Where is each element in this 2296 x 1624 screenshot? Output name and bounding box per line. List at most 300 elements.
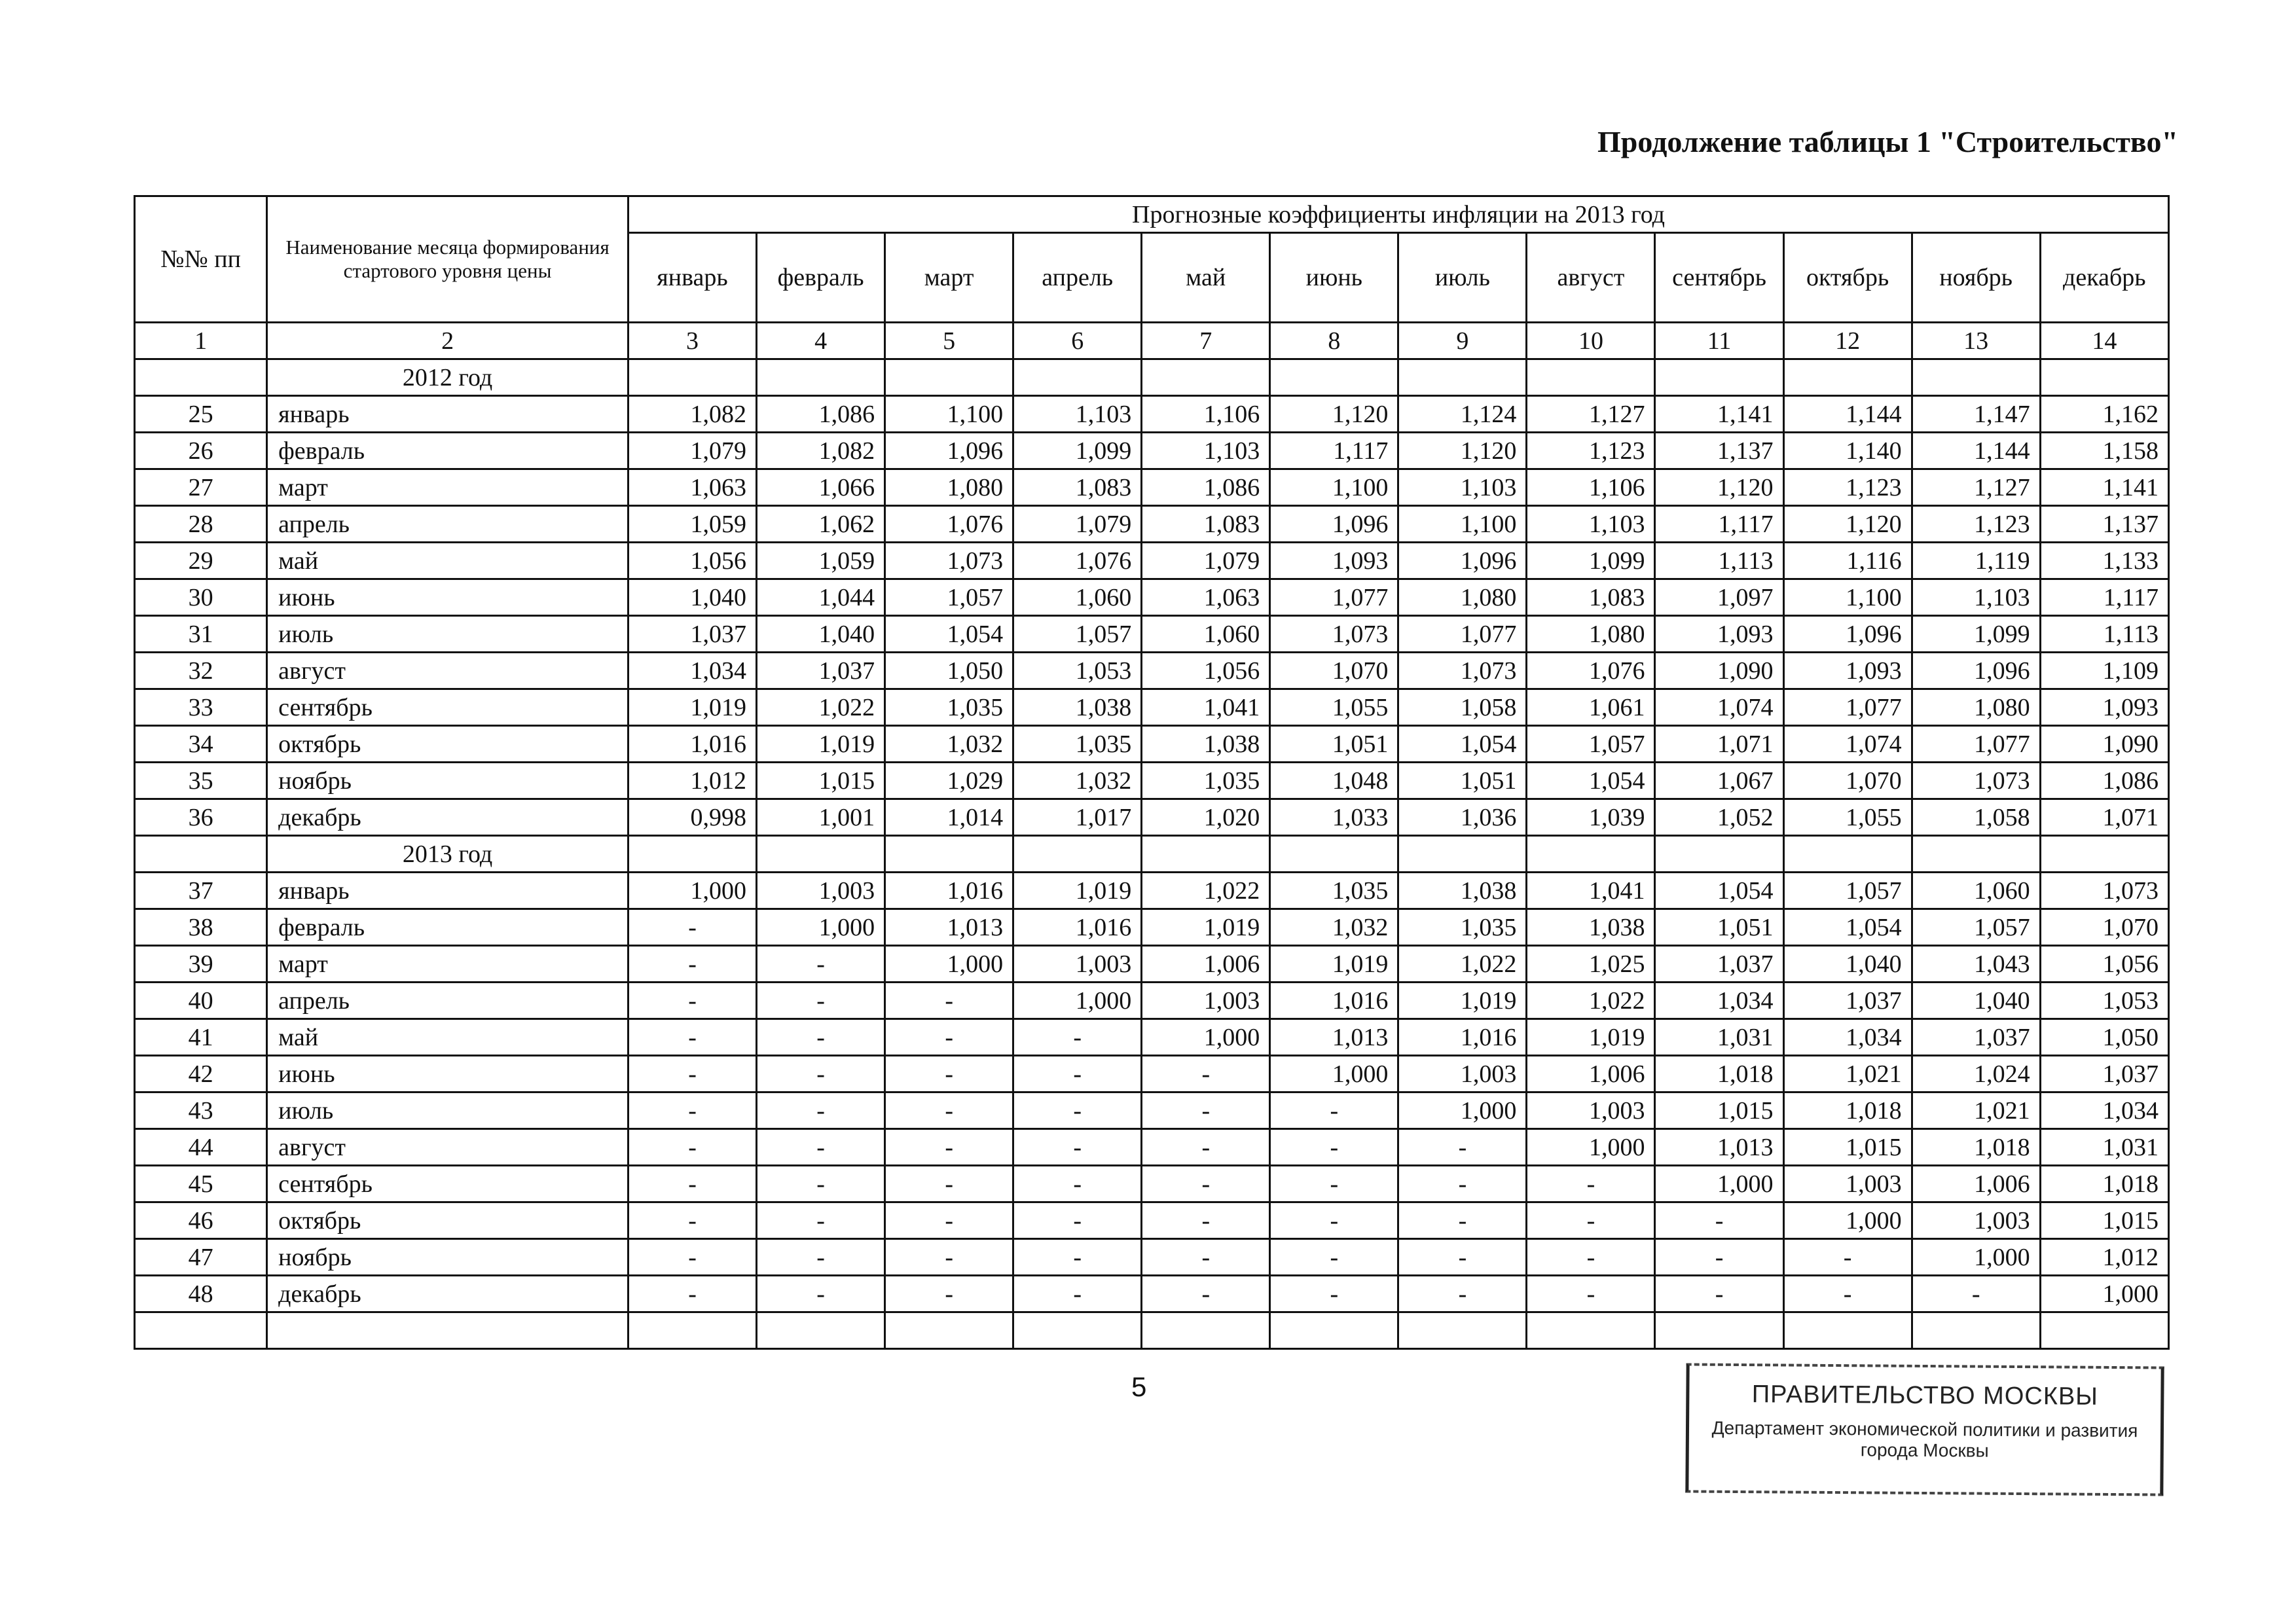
coefficient-cell: 1,141 — [1655, 396, 1783, 433]
coefficient-cell: 1,113 — [1655, 543, 1783, 579]
coefficient-cell: 1,039 — [1527, 799, 1655, 836]
coefficient-cell: 1,074 — [1655, 689, 1783, 726]
coefficient-cell: 1,003 — [1783, 1166, 1912, 1202]
coefficient-cell: - — [1655, 1276, 1783, 1312]
coefficient-cell: 1,079 — [1013, 506, 1142, 543]
coefficient-cell: - — [757, 1056, 885, 1092]
month-header-4: апрель — [1013, 233, 1142, 323]
empty-row — [135, 1312, 2169, 1349]
row-number: 34 — [135, 726, 267, 763]
coefficient-cell: 1,158 — [2040, 433, 2168, 469]
coefficient-cell: 1,109 — [2040, 653, 2168, 689]
month-header-1: январь — [628, 233, 756, 323]
year-row-empty-cell — [1270, 359, 1398, 396]
coefficient-cell: - — [757, 1276, 885, 1312]
coefficient-cell: - — [885, 1129, 1013, 1166]
coefficient-cell: - — [628, 946, 756, 983]
coefficient-cell: 1,093 — [2040, 689, 2168, 726]
row-month-name: май — [267, 543, 629, 579]
coefficient-cell: 1,100 — [1398, 506, 1527, 543]
coefficient-cell: 1,106 — [1527, 469, 1655, 506]
coefficient-cell: - — [628, 1166, 756, 1202]
coefficient-cell: 1,018 — [1783, 1092, 1912, 1129]
row-number: 27 — [135, 469, 267, 506]
coefficient-cell: 1,103 — [1398, 469, 1527, 506]
coefficient-cell: 1,057 — [1912, 909, 2040, 946]
month-header-2: февраль — [757, 233, 885, 323]
coefficient-cell: 1,096 — [1398, 543, 1527, 579]
coefficient-cell: - — [628, 1129, 756, 1166]
coefficient-cell: 1,035 — [885, 689, 1013, 726]
coefficient-cell: 1,127 — [1912, 469, 2040, 506]
coefficient-cell: - — [1398, 1276, 1527, 1312]
coefficient-cell: 1,019 — [1013, 873, 1142, 909]
coefficient-cell: 1,033 — [1270, 799, 1398, 836]
year-row-empty-cell — [757, 359, 885, 396]
year-row-empty-cell — [628, 359, 756, 396]
coefficient-cell: - — [1013, 1056, 1142, 1092]
row-month-name: январь — [267, 873, 629, 909]
year-row-num-cell — [135, 359, 267, 396]
column-number-cell: 7 — [1142, 323, 1270, 359]
coefficient-cell: 1,099 — [1013, 433, 1142, 469]
coefficient-cell: - — [1013, 1276, 1142, 1312]
month-header-5: май — [1142, 233, 1270, 323]
coefficient-cell: - — [1912, 1276, 2040, 1312]
empty-cell — [1270, 1312, 1398, 1349]
coefficient-cell: 1,106 — [1142, 396, 1270, 433]
coefficient-cell: 1,037 — [1912, 1019, 2040, 1056]
coefficient-cell: 1,050 — [885, 653, 1013, 689]
table-row — [135, 799, 2169, 836]
row-number: 35 — [135, 763, 267, 799]
coefficient-cell: 1,018 — [1655, 1056, 1783, 1092]
coefficient-cell: 1,037 — [628, 616, 756, 653]
row-number: 45 — [135, 1166, 267, 1202]
coefficient-cell: 1,117 — [2040, 579, 2168, 616]
coefficient-cell: - — [757, 983, 885, 1019]
table-row — [135, 469, 2169, 506]
coefficient-cell: 1,058 — [1912, 799, 2040, 836]
coefficient-cell: 1,034 — [1783, 1019, 1912, 1056]
coefficient-cell: 1,141 — [2040, 469, 2168, 506]
month-header-8: август — [1527, 233, 1655, 323]
row-number: 39 — [135, 946, 267, 983]
row-number: 48 — [135, 1276, 267, 1312]
coefficient-cell: 1,097 — [1655, 579, 1783, 616]
row-month-name: сентябрь — [267, 1166, 629, 1202]
coefficient-cell: - — [628, 983, 756, 1019]
coefficient-cell: 1,000 — [885, 946, 1013, 983]
coefficient-cell: 1,060 — [1912, 873, 2040, 909]
coefficient-cell: 1,117 — [1270, 433, 1398, 469]
row-month-name: июль — [267, 1092, 629, 1129]
empty-cell — [1398, 1312, 1527, 1349]
month-header-9: сентябрь — [1655, 233, 1783, 323]
empty-cell — [2040, 1312, 2168, 1349]
coefficient-cell: 1,057 — [1013, 616, 1142, 653]
year-row-empty-cell — [1398, 359, 1527, 396]
coefficient-cell: 1,076 — [885, 506, 1013, 543]
header-name: Наименование месяца формирования стартового уровня цены — [267, 196, 629, 323]
coefficient-cell: 1,120 — [1398, 433, 1527, 469]
table-row — [135, 946, 2169, 983]
empty-cell — [628, 1312, 756, 1349]
coefficient-cell: 1,016 — [1398, 1019, 1527, 1056]
empty-cell — [1783, 1312, 1912, 1349]
row-number: 28 — [135, 506, 267, 543]
coefficient-cell: 1,022 — [1142, 873, 1270, 909]
coefficient-cell: 1,003 — [1013, 946, 1142, 983]
coefficient-cell: 1,006 — [1527, 1056, 1655, 1092]
coefficient-cell: 1,040 — [1912, 983, 2040, 1019]
year-row-empty-cell — [628, 836, 756, 873]
row-number: 40 — [135, 983, 267, 1019]
coefficient-cell: - — [1270, 1239, 1398, 1276]
row-month-name: апрель — [267, 983, 629, 1019]
coefficient-cell: 1,119 — [1912, 543, 2040, 579]
coefficient-cell: - — [628, 1276, 756, 1312]
year-row-empty-cell — [885, 359, 1013, 396]
row-number: 37 — [135, 873, 267, 909]
coefficient-cell: - — [1142, 1129, 1270, 1166]
coefficient-cell: - — [1398, 1239, 1527, 1276]
year-row-empty-cell — [1527, 359, 1655, 396]
header-num: №№ пп — [135, 196, 267, 323]
coefficient-cell: 1,080 — [1912, 689, 2040, 726]
coefficient-cell: 1,022 — [757, 689, 885, 726]
coefficient-cell: 1,054 — [1527, 763, 1655, 799]
row-month-name: октябрь — [267, 726, 629, 763]
coefficient-cell: 1,016 — [628, 726, 756, 763]
coefficient-cell: 1,000 — [2040, 1276, 2168, 1312]
coefficient-cell: 1,083 — [1142, 506, 1270, 543]
year-row-empty-cell — [2040, 359, 2168, 396]
coefficient-cell: - — [757, 1019, 885, 1056]
row-number: 46 — [135, 1202, 267, 1239]
year-row-empty-cell — [1142, 836, 1270, 873]
coefficient-cell: 1,096 — [885, 433, 1013, 469]
month-header-12: декабрь — [2040, 233, 2168, 323]
coefficient-cell: - — [757, 1129, 885, 1166]
coefficient-cell: 1,035 — [1013, 726, 1142, 763]
coefficient-cell: 1,035 — [1270, 873, 1398, 909]
coefficient-cell: 1,080 — [885, 469, 1013, 506]
coefficient-cell: 1,056 — [2040, 946, 2168, 983]
column-number-cell: 5 — [885, 323, 1013, 359]
coefficient-cell: 1,037 — [1783, 983, 1912, 1019]
coefficient-cell: 1,100 — [1783, 579, 1912, 616]
coefficient-cell: 1,124 — [1398, 396, 1527, 433]
coefficient-cell: 1,044 — [757, 579, 885, 616]
coefficient-cell: 1,080 — [1527, 616, 1655, 653]
column-number-cell: 1 — [135, 323, 267, 359]
coefficient-cell: 1,035 — [1142, 763, 1270, 799]
coefficient-cell: - — [1527, 1239, 1655, 1276]
coefficient-cell: 1,043 — [1912, 946, 2040, 983]
year-label: 2013 год — [267, 836, 629, 873]
row-number: 38 — [135, 909, 267, 946]
coefficient-cell: 1,123 — [1912, 506, 2040, 543]
row-month-name: июль — [267, 616, 629, 653]
coefficient-cell: - — [885, 1276, 1013, 1312]
coefficient-cell: 1,013 — [885, 909, 1013, 946]
row-month-name: апрель — [267, 506, 629, 543]
column-number-cell: 4 — [757, 323, 885, 359]
coefficient-cell: 1,013 — [1655, 1129, 1783, 1166]
coefficient-cell: 1,051 — [1398, 763, 1527, 799]
coefficient-cell: - — [757, 1202, 885, 1239]
coefficient-cell: 1,013 — [1270, 1019, 1398, 1056]
coefficient-cell: 1,059 — [757, 543, 885, 579]
coefficient-cell: 1,059 — [628, 506, 756, 543]
coefficient-cell: - — [1142, 1056, 1270, 1092]
coefficient-cell: 1,032 — [885, 726, 1013, 763]
column-number-cell: 14 — [2040, 323, 2168, 359]
coefficient-cell: - — [1013, 1129, 1142, 1166]
coefficient-cell: 1,071 — [2040, 799, 2168, 836]
coefficient-cell: 1,113 — [2040, 616, 2168, 653]
table-row — [135, 1129, 2169, 1166]
row-number: 30 — [135, 579, 267, 616]
year-row-empty-cell — [1142, 359, 1270, 396]
row-number: 42 — [135, 1056, 267, 1092]
row-month-name: январь — [267, 396, 629, 433]
coefficient-cell: 1,060 — [1013, 579, 1142, 616]
coefficient-cell: 1,066 — [757, 469, 885, 506]
coefficient-cell: 1,120 — [1270, 396, 1398, 433]
table-row — [135, 763, 2169, 799]
coefficient-cell: 1,052 — [1655, 799, 1783, 836]
coefficient-cell: 1,053 — [2040, 983, 2168, 1019]
coefficient-cell: 1,082 — [628, 396, 756, 433]
coefficient-cell: 1,016 — [885, 873, 1013, 909]
coefficient-cell: - — [885, 1166, 1013, 1202]
coefficient-cell: 1,041 — [1527, 873, 1655, 909]
year-row-empty-cell — [2040, 836, 2168, 873]
coefficient-cell: 1,079 — [1142, 543, 1270, 579]
year-row-empty-cell — [1655, 836, 1783, 873]
coefficient-cell: 1,037 — [2040, 1056, 2168, 1092]
table-row — [135, 579, 2169, 616]
coefficient-cell: - — [1270, 1166, 1398, 1202]
year-row-empty-cell — [1013, 836, 1142, 873]
coefficient-cell: - — [1270, 1092, 1398, 1129]
coefficient-cell: 1,019 — [1527, 1019, 1655, 1056]
coefficient-cell: 1,017 — [1013, 799, 1142, 836]
column-number-cell: 11 — [1655, 323, 1783, 359]
coefficient-cell: 1,000 — [1398, 1092, 1527, 1129]
coefficient-cell: - — [1013, 1019, 1142, 1056]
coefficient-cell: - — [1013, 1092, 1142, 1129]
column-number-cell: 12 — [1783, 323, 1912, 359]
coefficient-cell: 1,019 — [1142, 909, 1270, 946]
coefficient-cell: 1,015 — [2040, 1202, 2168, 1239]
coefficient-cell: 1,083 — [1013, 469, 1142, 506]
stamp-line-2: Департамент экономической политики и развития — [1711, 1417, 2138, 1441]
row-number: 25 — [135, 396, 267, 433]
coefficient-cell: - — [1398, 1129, 1527, 1166]
table-row — [135, 1202, 2169, 1239]
coefficient-cell: 1,003 — [1398, 1056, 1527, 1092]
month-header-11: ноябрь — [1912, 233, 2040, 323]
empty-cell — [1142, 1312, 1270, 1349]
coefficient-cell: 1,074 — [1783, 726, 1912, 763]
month-header-3: март — [885, 233, 1013, 323]
coefficient-cell: 1,040 — [628, 579, 756, 616]
empty-cell — [135, 1312, 267, 1349]
coefficient-cell: 1,019 — [757, 726, 885, 763]
coefficient-cell: - — [1655, 1239, 1783, 1276]
coefficient-cell: 1,031 — [2040, 1129, 2168, 1166]
coefficient-cell: 1,083 — [1527, 579, 1655, 616]
column-number-cell: 3 — [628, 323, 756, 359]
coefficient-cell: 1,036 — [1398, 799, 1527, 836]
coefficient-cell: 1,000 — [1655, 1166, 1783, 1202]
column-number-cell: 13 — [1912, 323, 2040, 359]
coefficient-cell: 1,100 — [885, 396, 1013, 433]
coefficient-cell: - — [1783, 1239, 1912, 1276]
year-row-empty-cell — [757, 836, 885, 873]
coefficient-cell: - — [1398, 1202, 1527, 1239]
coefficient-cell: 1,067 — [1655, 763, 1783, 799]
empty-cell — [1655, 1312, 1783, 1349]
coefficient-cell: 1,057 — [1783, 873, 1912, 909]
coefficient-cell: 1,006 — [1912, 1166, 2040, 1202]
coefficient-cell: 1,060 — [1142, 616, 1270, 653]
page-number: 5 — [1131, 1371, 1147, 1402]
column-number-row — [135, 323, 2169, 359]
coefficient-cell: 1,003 — [1527, 1092, 1655, 1129]
coefficient-cell: - — [1783, 1276, 1912, 1312]
coefficient-cell: 1,015 — [757, 763, 885, 799]
coefficient-cell: - — [757, 1092, 885, 1129]
coefficient-cell: 1,096 — [1912, 653, 2040, 689]
coefficient-cell: - — [885, 1202, 1013, 1239]
empty-cell — [757, 1312, 885, 1349]
coefficient-cell: 1,093 — [1270, 543, 1398, 579]
coefficient-cell: 1,070 — [1270, 653, 1398, 689]
coefficient-cell: 1,021 — [1783, 1056, 1912, 1092]
coefficient-cell: - — [628, 1056, 756, 1092]
coefficient-cell: 1,034 — [2040, 1092, 2168, 1129]
row-month-name: февраль — [267, 909, 629, 946]
table-row — [135, 1019, 2169, 1056]
coefficient-cell: - — [885, 1239, 1013, 1276]
coefficient-cell: 1,140 — [1783, 433, 1912, 469]
coefficient-cell: 1,014 — [885, 799, 1013, 836]
coefficient-cell: 1,093 — [1783, 653, 1912, 689]
coefficient-cell: 1,054 — [885, 616, 1013, 653]
coefficient-cell: 1,077 — [1270, 579, 1398, 616]
coefficient-cell: 1,003 — [757, 873, 885, 909]
coefficient-cell: 1,034 — [1655, 983, 1783, 1019]
coefficient-cell: - — [757, 1166, 885, 1202]
row-number: 41 — [135, 1019, 267, 1056]
coefficient-cell: 1,012 — [628, 763, 756, 799]
coefficient-cell: 1,103 — [1912, 579, 2040, 616]
coefficient-cell: 1,050 — [2040, 1019, 2168, 1056]
government-stamp — [1685, 1363, 2164, 1496]
coefficient-cell: 1,053 — [1013, 653, 1142, 689]
year-row-empty-cell — [1270, 836, 1398, 873]
coefficient-cell: 1,032 — [1013, 763, 1142, 799]
row-month-name: ноябрь — [267, 1239, 629, 1276]
coefficient-cell: 1,116 — [1783, 543, 1912, 579]
table-row — [135, 873, 2169, 909]
coefficient-cell: 1,037 — [1655, 946, 1783, 983]
empty-cell — [267, 1312, 629, 1349]
coefficient-cell: 1,041 — [1142, 689, 1270, 726]
coefficient-cell: 1,055 — [1783, 799, 1912, 836]
coefficient-cell: 1,123 — [1783, 469, 1912, 506]
coefficient-cell: 1,051 — [1655, 909, 1783, 946]
coefficient-cell: 1,035 — [1398, 909, 1527, 946]
coefficient-cell: 1,031 — [1655, 1019, 1783, 1056]
coefficient-cell: 1,020 — [1142, 799, 1270, 836]
table-row — [135, 616, 2169, 653]
coefficient-cell: 1,051 — [1270, 726, 1398, 763]
coefficient-cell: 1,016 — [1013, 909, 1142, 946]
row-number: 33 — [135, 689, 267, 726]
coefficient-cell: 1,077 — [1912, 726, 2040, 763]
coefficient-cell: - — [1270, 1202, 1398, 1239]
coefficient-cell: 1,103 — [1142, 433, 1270, 469]
coefficient-cell: 1,054 — [1398, 726, 1527, 763]
coefficient-cell: 1,034 — [628, 653, 756, 689]
stamp-line-3: города Москвы — [1860, 1439, 1989, 1461]
coefficient-cell: 1,019 — [628, 689, 756, 726]
coefficient-cell: - — [1142, 1202, 1270, 1239]
header-group: Прогнозные коэффициенты инфляции на 2013 год — [628, 196, 2168, 233]
table-row — [135, 506, 2169, 543]
empty-cell — [1013, 1312, 1142, 1349]
coefficient-cell: 1,025 — [1527, 946, 1655, 983]
page-title: Продолжение таблицы 1 "Строительство" — [1597, 125, 2178, 158]
row-month-name: сентябрь — [267, 689, 629, 726]
month-header-10: октябрь — [1783, 233, 1912, 323]
coefficient-cell: 1,040 — [1783, 946, 1912, 983]
coefficient-cell: 1,082 — [757, 433, 885, 469]
coefficient-cell: 1,086 — [757, 396, 885, 433]
column-number-cell: 9 — [1398, 323, 1527, 359]
coefficient-cell: 1,086 — [1142, 469, 1270, 506]
coefficient-cell: 1,057 — [885, 579, 1013, 616]
coefficient-cell: 1,022 — [1527, 983, 1655, 1019]
row-month-name: март — [267, 946, 629, 983]
year-row-empty-cell — [1527, 836, 1655, 873]
column-number-cell: 8 — [1270, 323, 1398, 359]
year-row — [135, 359, 2169, 396]
coefficient-cell: 1,076 — [1527, 653, 1655, 689]
coefficient-cell: 1,015 — [1783, 1129, 1912, 1166]
coefficient-cell: 1,006 — [1142, 946, 1270, 983]
coefficient-cell: 1,103 — [1527, 506, 1655, 543]
coefficient-cell: 1,137 — [1655, 433, 1783, 469]
coefficient-cell: - — [1142, 1166, 1270, 1202]
row-month-name: май — [267, 1019, 629, 1056]
coefficient-cell: 1,037 — [757, 653, 885, 689]
coefficient-cell: - — [885, 1056, 1013, 1092]
coefficient-cell: - — [1270, 1276, 1398, 1312]
empty-cell — [1527, 1312, 1655, 1349]
table-body — [135, 359, 2169, 1349]
coefficient-cell: 1,000 — [1142, 1019, 1270, 1056]
coefficient-cell: 1,120 — [1783, 506, 1912, 543]
coefficient-cell: 1,071 — [1655, 726, 1783, 763]
row-month-name: ноябрь — [267, 763, 629, 799]
coefficient-cell: 1,040 — [757, 616, 885, 653]
